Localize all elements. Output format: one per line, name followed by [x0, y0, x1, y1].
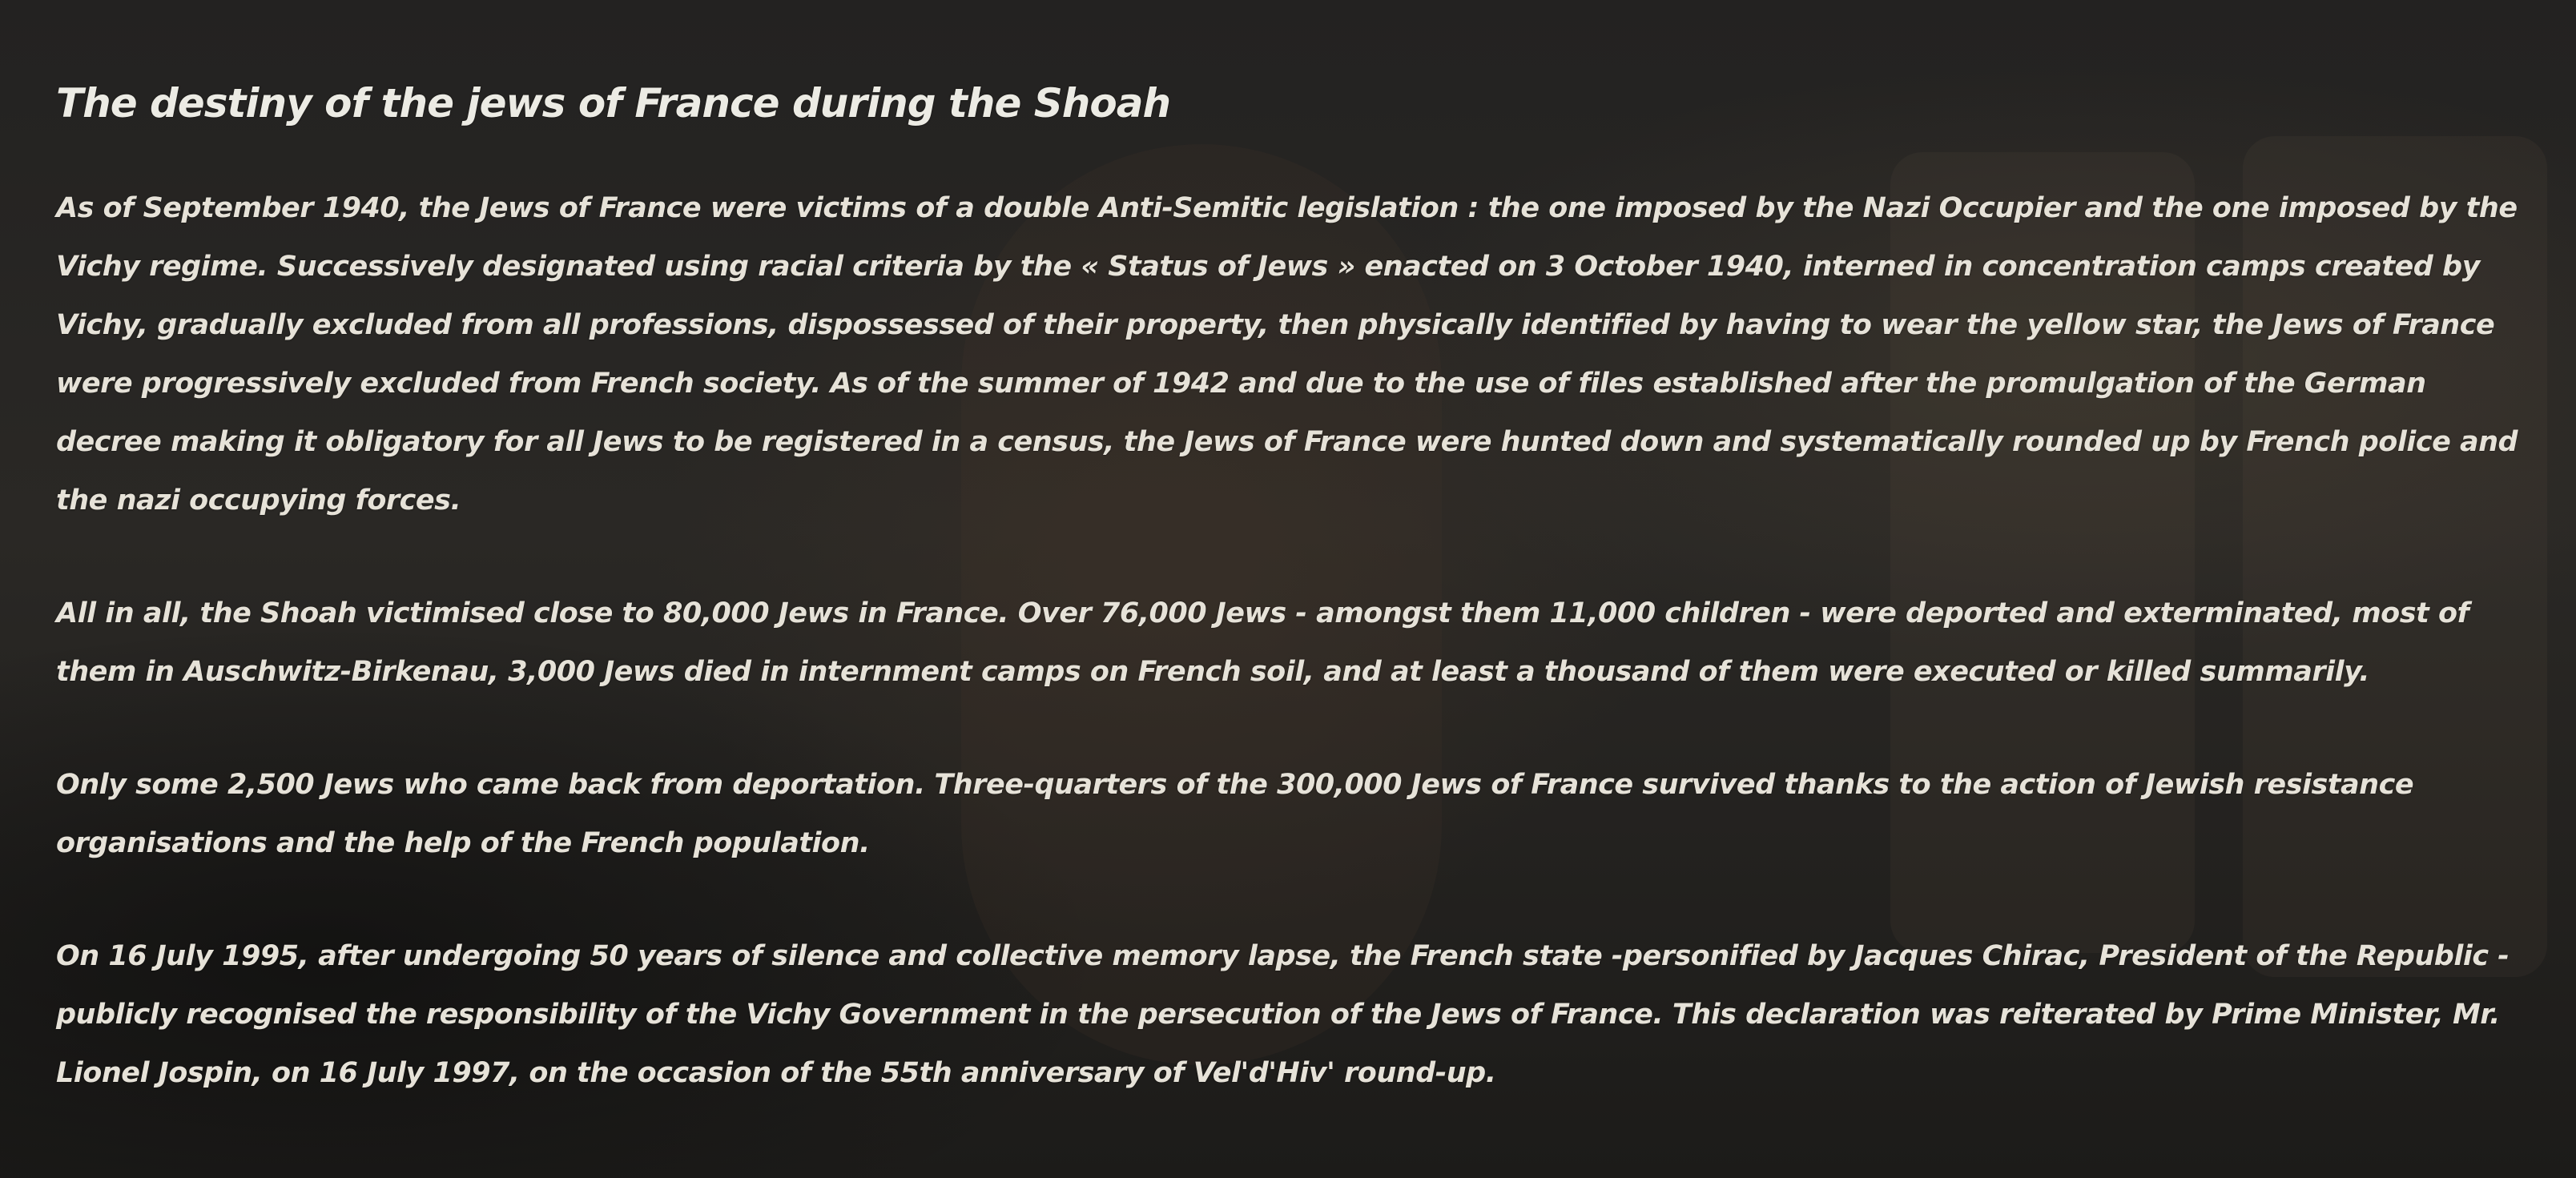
panel-text [56, 80, 2539, 1157]
paragraph: All in all, the Shoah victimised close to 80,000 Jews in France. Over 76,000 Jews - amongst them 11,000 children - were deported and exterminated, most of them in Auschwitz-Birkenau, 3,000 Jews died in internment camps on French soil, and at least a thousand of them were executed or killed summarily. [56, 597, 2469, 688]
paragraph: Only some 2,500 Jews who came back from deportation. Three-quarters of the 300,000 Jews of France survived thanks to the action of Jewish resistance organisations and the help of the French population. [56, 769, 2414, 859]
paragraph: As of September 1940, the Jews of France were victims of a double Anti-Semitic legislation : the one imposed by the Nazi Occupier and the one imposed by the Vichy regime. Successively designated using racial criteria by the « Status of Jews » enacted on 3 October 1940, interned in concentration camps created by Vichy, gradually excluded from all professions, dispossessed of their property, then physically identified by having to wear the yellow star, the Jews of France were progressively excluded from French society. As of the summer of 1942 and due to the use of files established after the promulgation of the German decree making it obligatory for all Jews to be registered in a census, the Jews of France were hunted down and systematically rounded up by French police and the nazi occupying forces. [56, 192, 2518, 517]
panel-title: The destiny of the jews of France during the Shoah [56, 80, 1171, 127]
paragraph: On 16 July 1995, after undergoing 50 years of silence and collective memory lapse, the French state -personified by Jacques Chirac, President of the Republic - publicly recognised the responsibility of the Vichy Government in the persecution of the Jews of France. This declaration was reiterated by Prime Minister, Mr. Lionel Jospin, on 16 July 1997, on the occasion of the 55th anniversary of Vel'd'Hiv' round-up. [56, 940, 2510, 1089]
